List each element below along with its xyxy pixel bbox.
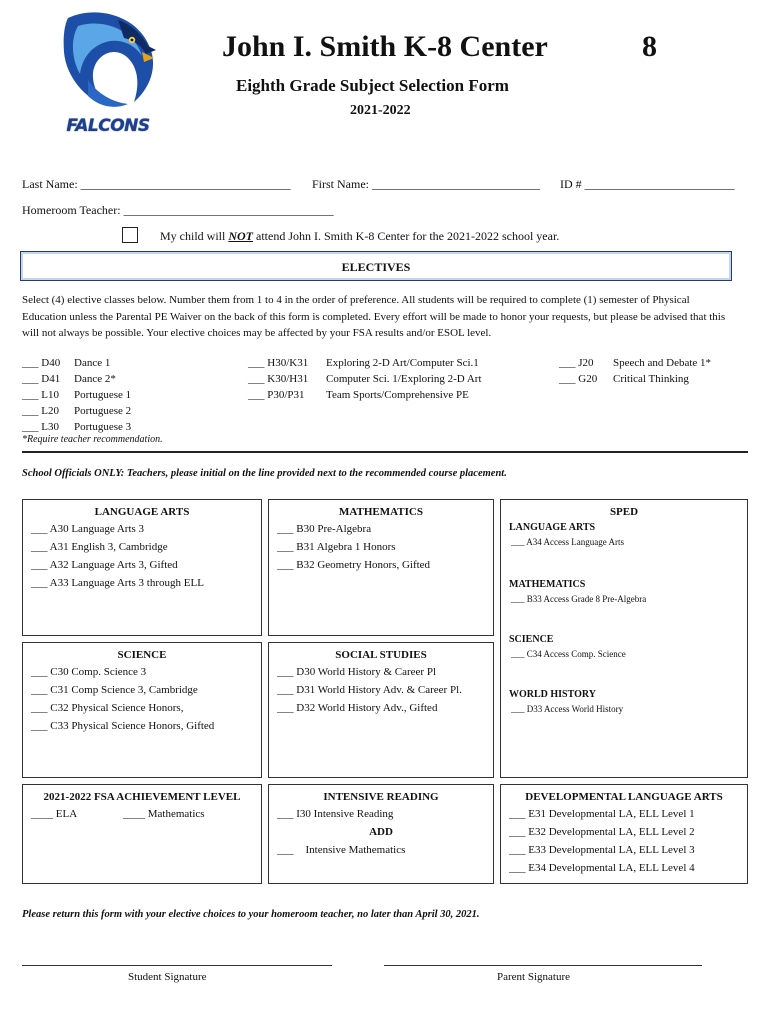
social-studies-box [268, 642, 494, 778]
developmental-language-arts-box [500, 784, 748, 884]
course-option[interactable]: ___ E33 Developmental LA, ELL Level 3 [509, 844, 695, 856]
course-option[interactable]: ___ E32 Developmental LA, ELL Level 2 [509, 826, 695, 838]
course-option[interactable]: ___ I30 Intensive Reading [277, 808, 394, 820]
not-attending-statement [160, 229, 559, 244]
course-option[interactable]: ___ A34 Access Language Arts [511, 537, 624, 547]
course-option[interactable]: ___ D33 Access World History [511, 704, 624, 714]
course-option[interactable]: ___ C34 Access Comp. Science [511, 649, 626, 659]
logo-text: FALCONS [66, 116, 150, 136]
parent-signature-label: Parent Signature [497, 971, 571, 983]
school-officials-note: School Officials ONLY: Teachers, please initial on the line provided next to the recommended course placement. [22, 468, 507, 479]
student-signature-line[interactable] [22, 965, 332, 966]
student-signature-label: Student Signature [128, 971, 207, 983]
fsa-title: 2021-2022 FSA ACHIEVEMENT LEVEL [43, 791, 241, 803]
course-option[interactable]: ___ D32 World History Adv., Gifted [277, 702, 438, 714]
not-attending-prefix: My child will [160, 229, 229, 243]
grade-number: 8 [642, 30, 657, 63]
homeroom-teacher-field[interactable]: Homeroom Teacher: ___________________________________ [22, 203, 334, 217]
course-option[interactable]: ___ D30 World History & Career Pl [277, 666, 437, 678]
course-option[interactable]: ___ A31 English 3, Cambridge [31, 541, 168, 553]
school-title: John I. Smith K-8 Center [222, 30, 548, 63]
elective-item[interactable]: ___ H30/K31 Exploring 2-D Art/Computer Sci.1 [248, 357, 479, 369]
mathematics-title: MATHEMATICS [339, 506, 423, 518]
elective-item[interactable]: ___ J20 Speech and Debate 1* [559, 357, 712, 369]
first-name-field[interactable]: First Name: ____________________________ [312, 177, 540, 191]
school-year: 2021-2022 [350, 103, 411, 118]
science-title: SCIENCE [117, 649, 167, 661]
sped-language-arts-title: LANGUAGE ARTS [509, 522, 596, 533]
intensive-reading-box [268, 784, 494, 884]
teacher-recommendation-note: *Require teacher recommendation. [22, 434, 163, 445]
add-heading: ADD [369, 826, 393, 838]
course-option[interactable]: ___ C30 Comp. Science 3 [31, 666, 147, 678]
course-option[interactable]: ___ C33 Physical Science Honors, Gifted [31, 720, 215, 732]
return-deadline-note: Please return this form with your elective choices to your homeroom teacher, no later than April 30, 2021. [22, 909, 480, 920]
sped-title: SPED [609, 506, 639, 518]
language-arts-box [22, 499, 262, 636]
course-option[interactable]: ___ B32 Geometry Honors, Gifted [277, 559, 431, 571]
elective-item[interactable]: ___ L10 Portuguese 1 [22, 389, 132, 401]
course-option[interactable]: ___ A30 Language Arts 3 [31, 523, 145, 535]
course-option[interactable]: ___ B33 Access Grade 8 Pre-Algebra [511, 594, 647, 604]
elective-item[interactable]: ___ G20 Critical Thinking [559, 373, 689, 385]
course-option[interactable]: ___ B30 Pre-Algebra [277, 523, 372, 535]
fsa-ela[interactable]: ____ ELA [31, 808, 78, 820]
not-emphasis: NOT [228, 229, 254, 243]
sped-box [500, 499, 748, 778]
course-option[interactable]: ___ D31 World History Adv. & Career Pl. [277, 684, 462, 696]
falcons-logo [58, 10, 158, 142]
course-option[interactable]: ___ Intensive Mathematics [277, 844, 406, 856]
science-box [22, 642, 262, 778]
course-option[interactable]: ___ A32 Language Arts 3, Gifted [31, 559, 178, 571]
sped-mathematics-title: MATHEMATICS [509, 579, 586, 590]
elective-item[interactable]: ___ D40 Dance 1 [22, 357, 111, 369]
electives-column-2 [248, 355, 482, 403]
not-attending-checkbox[interactable] [122, 227, 138, 243]
course-option[interactable]: ___ E34 Developmental LA, ELL Level 4 [509, 862, 695, 874]
mathematics-box [268, 499, 494, 636]
sped-science-title: SCIENCE [509, 634, 554, 645]
course-option[interactable]: ___ C32 Physical Science Honors, [31, 702, 184, 714]
fsa-box [22, 784, 262, 884]
language-arts-title: LANGUAGE ARTS [94, 506, 190, 518]
electives-instructions: Select (4) elective classes below. Number them from 1 to 4 in the order of preference. All students will be required to complete (1) semester of Physical Education unless the Parental PE Waiver on the back of this form is completed. Every effort will be made to honor your requests, but please be advised that this will not always be possible. Your elective choices may be affected by your FSA results and/or ESOL level. [22, 294, 726, 339]
sped-world-history-title: WORLD HISTORY [509, 689, 596, 700]
elective-item[interactable]: ___ D41 Dance 2* [22, 373, 116, 385]
section-divider [22, 451, 748, 453]
elective-item[interactable]: ___ L30 Portuguese 3 [22, 421, 132, 433]
course-option[interactable]: ___ E31 Developmental LA, ELL Level 1 [509, 808, 695, 820]
parent-signature-line[interactable] [384, 965, 702, 966]
course-option[interactable]: ___ C31 Comp Science 3, Cambridge [31, 684, 198, 696]
intensive-reading-title: INTENSIVE READING [323, 791, 439, 803]
electives-column-1 [22, 355, 131, 435]
elective-item[interactable]: ___ L20 Portuguese 2 [22, 405, 132, 417]
elective-item[interactable]: ___ P30/P31 Team Sports/Comprehensive PE [248, 389, 469, 401]
form-title: Eighth Grade Subject Selection Form [236, 76, 509, 95]
developmental-language-arts-title: DEVELOPMENTAL LANGUAGE ARTS [525, 791, 723, 803]
electives-heading: ELECTIVES [20, 251, 732, 281]
elective-item[interactable]: ___ K30/H31 Computer Sci. 1/Exploring 2-D Art [248, 373, 482, 385]
fsa-mathematics[interactable]: ____ Mathematics [123, 808, 205, 820]
social-studies-title: SOCIAL STUDIES [335, 649, 427, 661]
id-field[interactable]: ID # _________________________ [560, 177, 735, 191]
electives-column-3 [559, 355, 711, 387]
course-option[interactable]: ___ B31 Algebra 1 Honors [277, 541, 396, 553]
last-name-field[interactable]: Last Name: ___________________________________ [22, 177, 291, 191]
not-attending-suffix: attend John I. Smith K-8 Center for the 2021-2022 school year. [253, 229, 560, 243]
course-option[interactable]: ___ A33 Language Arts 3 through ELL [31, 577, 204, 589]
